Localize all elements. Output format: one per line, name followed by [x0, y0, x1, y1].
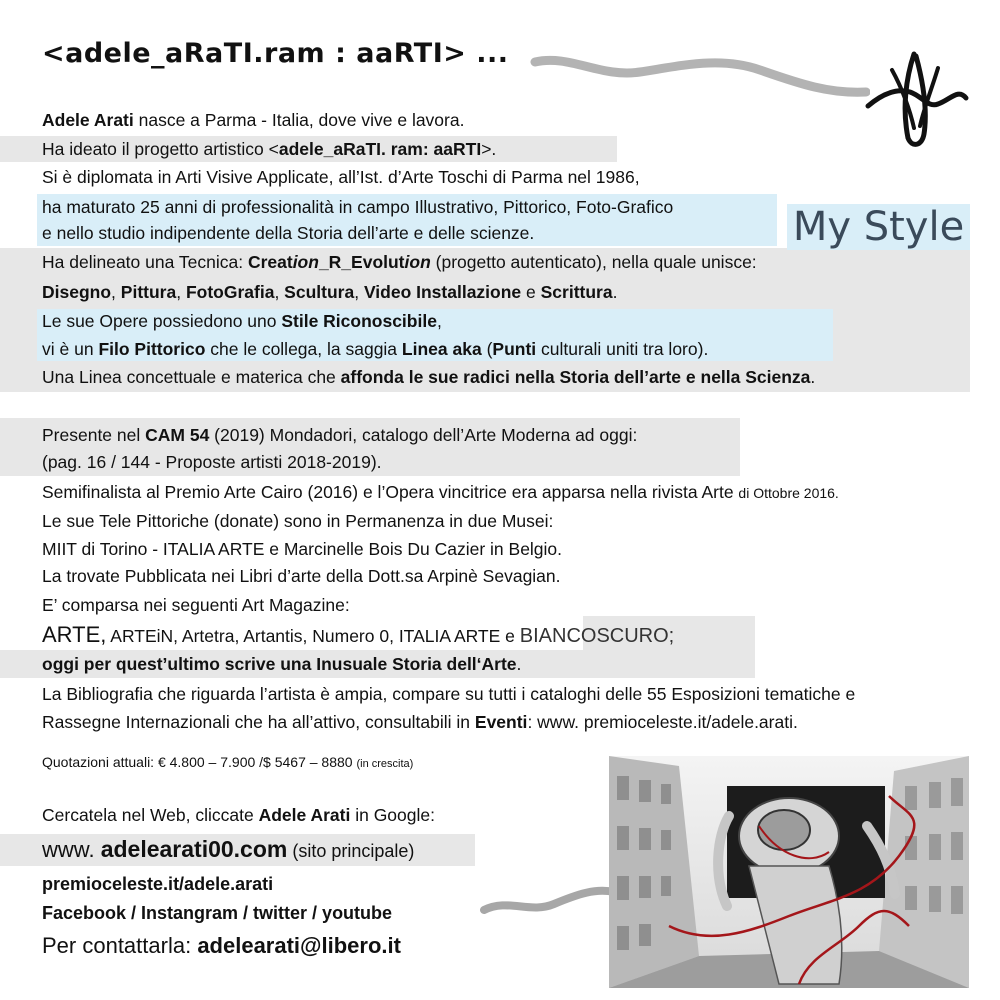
- catalog-name: CAM 54: [145, 425, 210, 445]
- career-text: (2019) Mondadori, catalogo dell’Arte Moderna ad oggi:: [209, 425, 638, 445]
- bio-line-8: [42, 310, 442, 333]
- website-note: (sito principale): [287, 841, 415, 861]
- bio-text: che le collega, la saggia: [205, 339, 402, 359]
- career-line-2: (pag. 16 / 144 - Proposte artisti 2018-2019).: [42, 452, 382, 472]
- career-text-small: di Ottobre 2016.: [738, 485, 839, 501]
- discipline: Scrittura: [540, 282, 613, 302]
- career-line-8: [42, 622, 674, 649]
- brush-stroke-top: [530, 48, 870, 108]
- bio-line-5: e nello studio indipendente della Storia dell’arte e delle scienze.: [42, 223, 535, 243]
- separator: .: [612, 282, 618, 302]
- bio-text: Ha delineato una Tecnica:: [42, 252, 248, 272]
- bio-text: >.: [481, 139, 497, 159]
- quotation-note: (in crescita): [356, 758, 414, 770]
- page-title: <adele_aRaTI.ram : aaRTI> ...: [42, 38, 509, 69]
- technique-name: ion: [292, 252, 319, 272]
- bio-text: Una Linea concettuale e materica che: [42, 367, 341, 387]
- career-line-10: La Bibliografia che riguarda l’artista è ampia, compare su tutti i cataloghi delle 55 Esposizioni tematiche e: [42, 684, 856, 704]
- bio-line-1: [42, 109, 464, 132]
- bio-text: ,: [436, 311, 442, 331]
- discipline: Disegno: [42, 282, 112, 302]
- career-line-1: [42, 424, 637, 447]
- separator: ,: [354, 282, 364, 302]
- bio-line-3: Si è diplomata in Arti Visive Applicate, all’Ist. d’Arte Toschi di Parma nel 1986,: [42, 167, 640, 187]
- separator: ,: [111, 282, 121, 302]
- discipline: FotoGrafia: [185, 282, 275, 302]
- bio-line-10: [42, 366, 815, 389]
- magazine-list: ARTEiN, Artetra, Artantis, Numero 0, ITALIA ARTE e: [106, 626, 520, 646]
- social-links[interactable]: Facebook / Instangram / twitter / youtube: [42, 903, 393, 923]
- career-text: .: [516, 654, 522, 674]
- bio-line-6: [42, 251, 757, 274]
- bio-emphasis: Stile Riconoscibile: [281, 311, 437, 331]
- magazine-biancoscuro: BIANCOSCURO;: [519, 625, 675, 647]
- separator: e: [521, 282, 541, 302]
- bio-text: nasce a Parma - Italia, dove vive e lavora.: [133, 110, 465, 130]
- separator: ,: [176, 282, 186, 302]
- contact-text: in Google:: [350, 805, 435, 825]
- career-line-5: MIIT di Torino - ITALIA ARTE e Marcinelle Bois Du Cazier in Belgio.: [42, 539, 563, 559]
- artwork-image: [609, 756, 969, 988]
- bio-text: (: [481, 339, 493, 359]
- magazine-arte: ARTE,: [42, 622, 107, 647]
- discipline: Video Installazione: [363, 282, 522, 302]
- my-style-label: My Style: [787, 204, 970, 250]
- career-text: : www. premioceleste.it/adele.arati.: [527, 712, 798, 732]
- bio-emphasis: Linea aka: [401, 339, 482, 359]
- bio-text: Le sue Opere possiedono uno: [42, 311, 282, 331]
- discipline: Pittura: [120, 282, 177, 302]
- career-line-9: [42, 653, 521, 676]
- career-line-4: Le sue Tele Pittoriche (donate) sono in Permanenza in due Musei:: [42, 511, 554, 531]
- project-name: adele_aRaTI. ram: aaRTI: [278, 139, 482, 159]
- bio-emphasis: affonda le sue radici nella Storia dell’arte e nella Scienza: [340, 367, 811, 387]
- contact-email[interactable]: adelearati@libero.it: [197, 933, 401, 958]
- career-line-3: [42, 481, 839, 505]
- bio-text: Ha ideato il progetto artistico <: [42, 139, 279, 159]
- signature-logo: [862, 48, 972, 153]
- career-line-11: [42, 711, 798, 734]
- separator: ,: [274, 282, 285, 302]
- bio-emphasis: Punti: [492, 339, 537, 359]
- bio-line-2: [42, 138, 496, 161]
- bio-line-4: ha maturato 25 anni di professionalità in campo Illustrativo, Pittorico, Foto-Grafico: [42, 197, 674, 217]
- bio-text: vi è un: [42, 339, 99, 359]
- career-emphasis: oggi per quest’ultimo scrive una Inusuale Storia dell‘Arte: [42, 654, 517, 674]
- discipline: Scultura: [284, 282, 355, 302]
- events-label: Eventi: [474, 712, 528, 732]
- career-text: Semifinalista al Premio Arte Cairo (2016) e l’Opera vincitrice era apparsa nella rivista Arte: [42, 482, 739, 502]
- bio-line-9: [42, 338, 708, 361]
- quotation-line: [42, 754, 413, 770]
- technique-name: Creat: [247, 252, 293, 272]
- bio-line-7: [42, 281, 617, 304]
- technique-name: _R_Evolut: [318, 252, 405, 272]
- career-text: Presente nel: [42, 425, 146, 445]
- contact-line: [42, 933, 401, 959]
- artist-name: Adele Arati: [42, 110, 134, 130]
- bio-text: .: [810, 367, 816, 387]
- website-prefix: www.: [42, 837, 101, 862]
- career-line-7: E’ comparsa nei seguenti Art Magazine:: [42, 595, 350, 615]
- website-domain[interactable]: adelearati00.com: [100, 836, 288, 862]
- bio-text: (progetto autenticato), nella quale unisce:: [430, 252, 757, 272]
- career-line-6: La trovate Pubblicata nei Libri d’arte della Dott.sa Arpinè Sevagian.: [42, 566, 561, 586]
- contact-label: Per contattarla:: [42, 933, 198, 958]
- quotation-text: Quotazioni attuali: € 4.800 – 7.900 /$ 5467 – 8880: [42, 754, 357, 770]
- career-text: Rassegne Internazionali che ha all’attivo, consultabili in: [42, 712, 475, 732]
- website-link[interactable]: [42, 836, 414, 863]
- brush-stroke-bottom: [478, 880, 618, 920]
- search-hint: [42, 804, 435, 827]
- bio-text: culturali uniti tra loro).: [536, 339, 709, 359]
- artist-name: Adele Arati: [258, 805, 351, 825]
- contact-text: Cercatela nel Web, cliccate: [42, 805, 259, 825]
- technique-name: ion: [404, 252, 431, 272]
- premioceleste-link[interactable]: premioceleste.it/adele.arati: [42, 874, 274, 894]
- bio-emphasis: Filo Pittorico: [98, 339, 206, 359]
